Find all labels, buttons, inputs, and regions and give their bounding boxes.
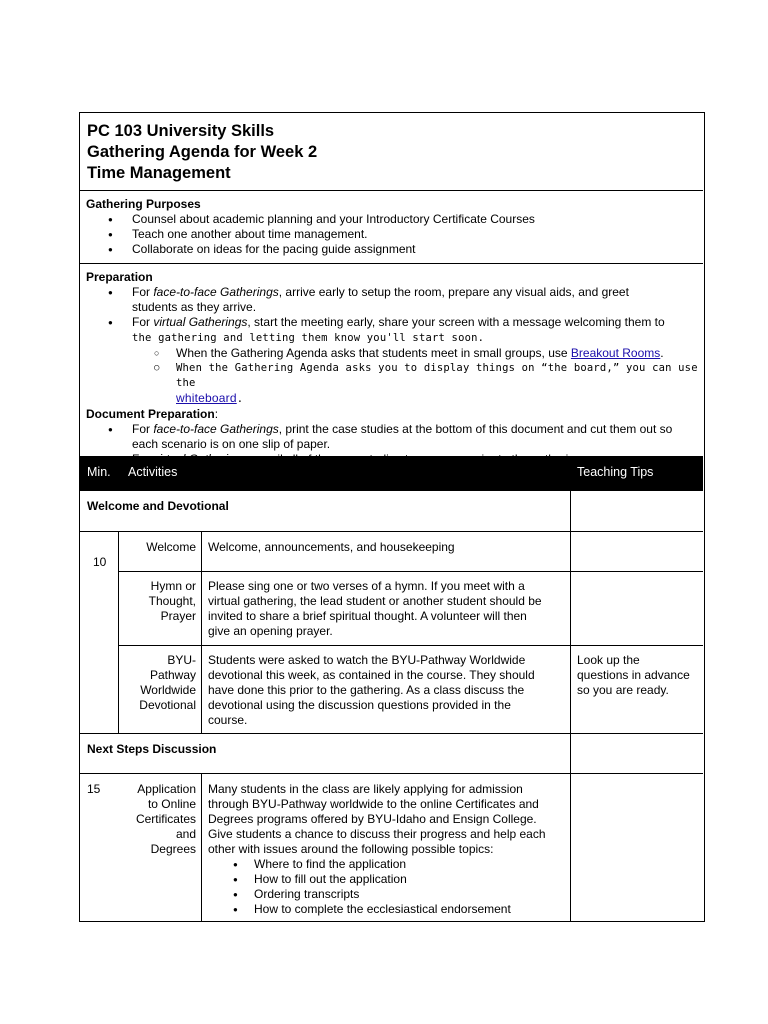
preparation-subitem: ○ When the Gathering Agenda asks you to display things on “the board,” you can use the whiteboard. (86, 361, 703, 407)
agenda-document (79, 112, 705, 922)
docprep-item: ● For face-to-face Gatherings, print the case studies at the bottom of this document and cut them out so each scenario is on one slip of paper. (86, 422, 703, 452)
table-row-line (80, 773, 703, 774)
document-preparation-heading: Document Preparation: (86, 407, 219, 421)
application-topic: ● How to fill out the application (208, 872, 568, 887)
column-divider (201, 773, 202, 921)
column-divider (201, 531, 202, 733)
devotional-teaching-tip: Look up the questions in advance so you are ready. (577, 653, 690, 697)
application-topic: ● Where to find the application (208, 857, 568, 872)
gathering-purposes-section (80, 197, 703, 257)
application-topic: ● How to complete the ecclesiastical endorsement (208, 902, 568, 917)
devotional-description: Students were asked to watch the BYU-Pathway Worldwide devotional this week, as contained in the course. They should have done this prior to the gathering. As a class discuss the devotional using the discussion questions provided in the course. (208, 653, 535, 727)
course-title: PC 103 University Skills (87, 122, 275, 140)
welcome-activity: Welcome (146, 540, 196, 554)
preparation-subitem: ○ When the Gathering Agenda asks that students meet in small groups, use Breakout Rooms. (86, 346, 703, 361)
document-header (80, 113, 703, 191)
application-topic: ● Ordering transcripts (208, 887, 568, 902)
application-description: Many students in the class are likely applying for admission through BYU-Pathway worldwide to the online Certificates and Degrees programs offered by BYU-Idaho and Ensign College. Give students a chance to discuss their progress and help each other with issues around the following possible topics: ● Where to find the application ● How to fill out the application ● Ordering transcripts ● How to complete the ecclesiastical endorsement (208, 782, 568, 917)
preparation-section (80, 270, 703, 467)
whiteboard-link[interactable]: whiteboard (176, 391, 237, 405)
preparation-item: ● For virtual Gatherings, start the meeting early, share your screen with a message welcoming them to the gathering and letting them know you'll start soon. (86, 315, 703, 346)
hymn-activity: Hymn or Thought, Prayer (148, 579, 196, 623)
hymn-description: Please sing one or two verses of a hymn. If you meet with a virtual gathering, the lead student or another student should be invited to share a brief spiritual thought. A volunteer will then give an opening prayer. (208, 579, 542, 638)
column-divider (118, 531, 119, 733)
devotional-activity: BYU- Pathway Worldwide Devotional (139, 653, 196, 712)
breakout-rooms-link[interactable]: Breakout Rooms (570, 346, 661, 360)
column-divider (570, 491, 571, 921)
col-min-header: Min. (87, 465, 111, 479)
section-welcome-heading: Welcome and Devotional (87, 499, 229, 513)
preparation-item: ● For face-to-face Gatherings, arrive early to setup the room, prepare any visual aids, and greet students as they arrive. (86, 285, 703, 315)
table-row-line (80, 733, 703, 734)
table-row-line (118, 571, 703, 572)
table-header-bar (80, 456, 703, 491)
col-activities-header: Activities (128, 465, 178, 479)
divider (80, 263, 703, 264)
purpose-item: ● Collaborate on ideas for the pacing guide assignment (86, 242, 703, 257)
table-row-line (80, 531, 703, 532)
application-activity: Application to Online Certificates and Degrees (135, 782, 196, 856)
welcome-minutes: 10 (93, 555, 107, 569)
welcome-description: Welcome, announcements, and housekeeping (208, 540, 455, 554)
purpose-item: ● Counsel about academic planning and your Introductory Certificate Courses (86, 212, 703, 227)
purpose-item: ● Teach one another about time management. (86, 227, 703, 242)
topic-title: Time Management (87, 164, 231, 182)
gathering-purposes-heading: Gathering Purposes (86, 197, 201, 211)
col-tips-header: Teaching Tips (577, 465, 654, 479)
section-next-steps-heading: Next Steps Discussion (87, 742, 217, 756)
agenda-title: Gathering Agenda for Week 2 (87, 143, 318, 161)
application-minutes: 15 (87, 782, 101, 796)
table-row-line (118, 645, 703, 646)
preparation-heading: Preparation (86, 270, 153, 284)
